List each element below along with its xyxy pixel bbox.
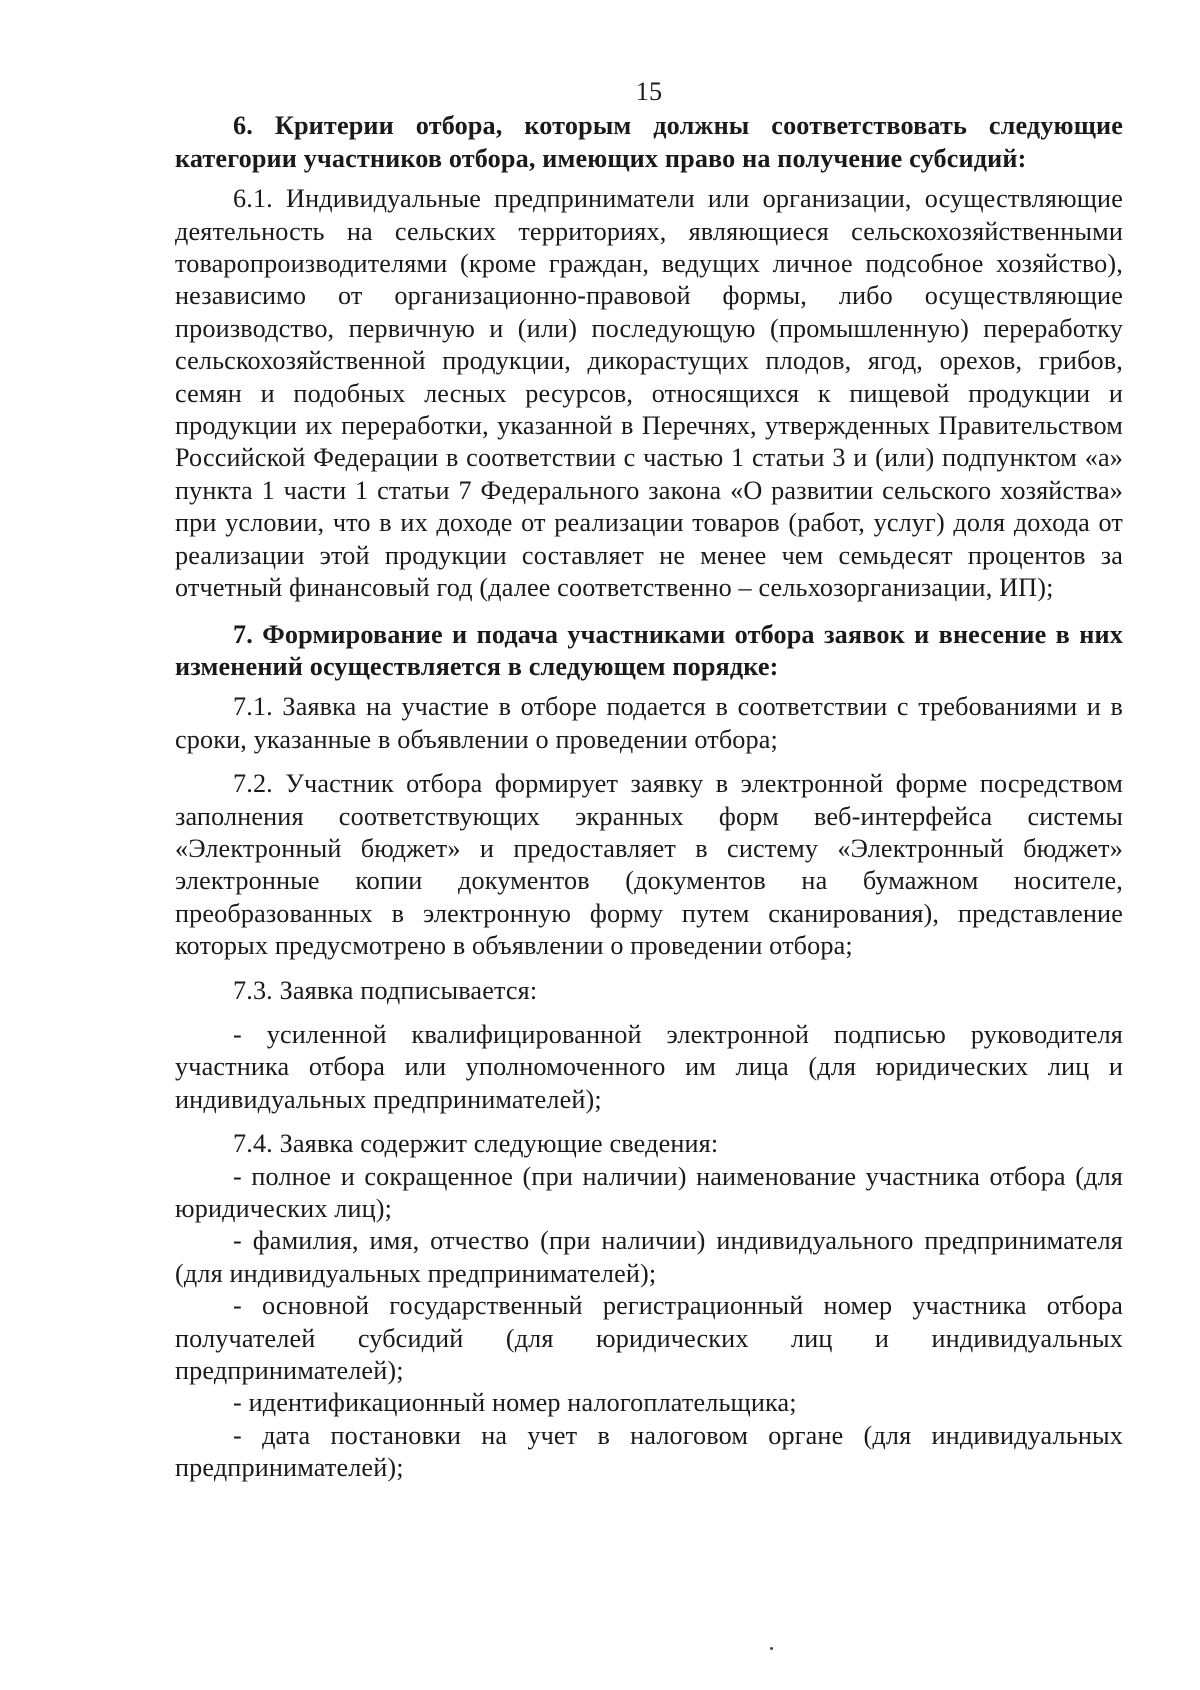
page-number: 15 [635,77,663,106]
section-6-heading: 6. Критерии отбора, которым должны соответствовать следующие категории участников отбора, имеющих право на получение субсидий: [175,111,1123,173]
scan-speck [770,1647,773,1650]
paragraph-6-1: 6.1. Индивидуальные предприниматели или организации, осуществляющие деятельность на сельских территориях, являющиеся сельскохозяйственными товаропроизводителями (кроме граждан, ведущих личное подсобное хозяйство), независимо от организационно-правовой формы, либо осуществляющие производство, первичную и (или) последующую (промышленную) переработку сельскохозяйственной продукции, дикорастущих плодов, ягод, орехов, грибов, семян и подобных лесных ресурсов, относящихся к пищевой продукции и продукции их переработки, указанной в Перечнях, утвержденных Правительством Российской Федерации в соответствии с частью 1 статьи 3 и (или) подпунктом «а» пункта 1 части 1 статьи 7 Федерального закона «О развитии сельского хозяйства» при условии, что в их доходе от реализации товаров (работ, услуг) доля дохода от реализации этой продукции составляет не менее чем семьдесят процентов за отчетный финансовый год (далее соответственно – сельхозорганизации, ИП); [175,184,1123,603]
list-item-7-4-2: - фамилия, имя, отчество (при наличии) индивидуального предпринимателя (для индивидуальных предпринимателей); [175,1226,1123,1288]
list-item-7-4-4: - идентификационный номер налогоплательщика; [233,1388,797,1418]
paragraph-7-3: 7.3. Заявка подписывается: [233,975,538,1005]
paragraph-7-3-item: - усиленной квалифицированной электронной подписью руководителя участника отбора или уполномоченного им лица (для юридических лиц и индивидуальных предпринимателей); [175,1019,1123,1114]
paragraph-7-4: 7.4. Заявка содержит следующие сведения: [233,1129,719,1159]
list-item-7-4-1: - полное и сокращенное (при наличии) наименование участника отбора (для юридических лиц); [175,1161,1123,1223]
paragraph-7-2: 7.2. Участник отбора формирует заявку в электронной форме посредством заполнения соответствующих экранных форм веб-интерфейса системы «Электронный бюджет» и предоставляет в систему «Электронный бюджет» электронные копии документов (документов на бумажном носителе, преобразованных в электронную форму путем сканирования), представление которых предусмотрено в объявлении о проведении отбора; [175,769,1123,961]
list-item-7-4-5: - дата постановки на учет в налоговом органе (для индивидуальных предпринимателей); [175,1420,1123,1483]
section-7-heading: 7. Формирование и подача участниками отбора заявок и внесение в них изменений осуществляется в следующем порядке: [175,619,1123,681]
list-item-7-4-3: - основной государственный регистрационный номер участника отбора получателей субсидий (для юридических лиц и индивидуальных предпринимателей); [175,1291,1123,1386]
page-content [175,76,1123,1485]
paragraph-7-1: 7.1. Заявка на участие в отборе подается в соответствии с требованиями и в сроки, указанные в объявлении о проведении отбора; [175,692,1123,754]
